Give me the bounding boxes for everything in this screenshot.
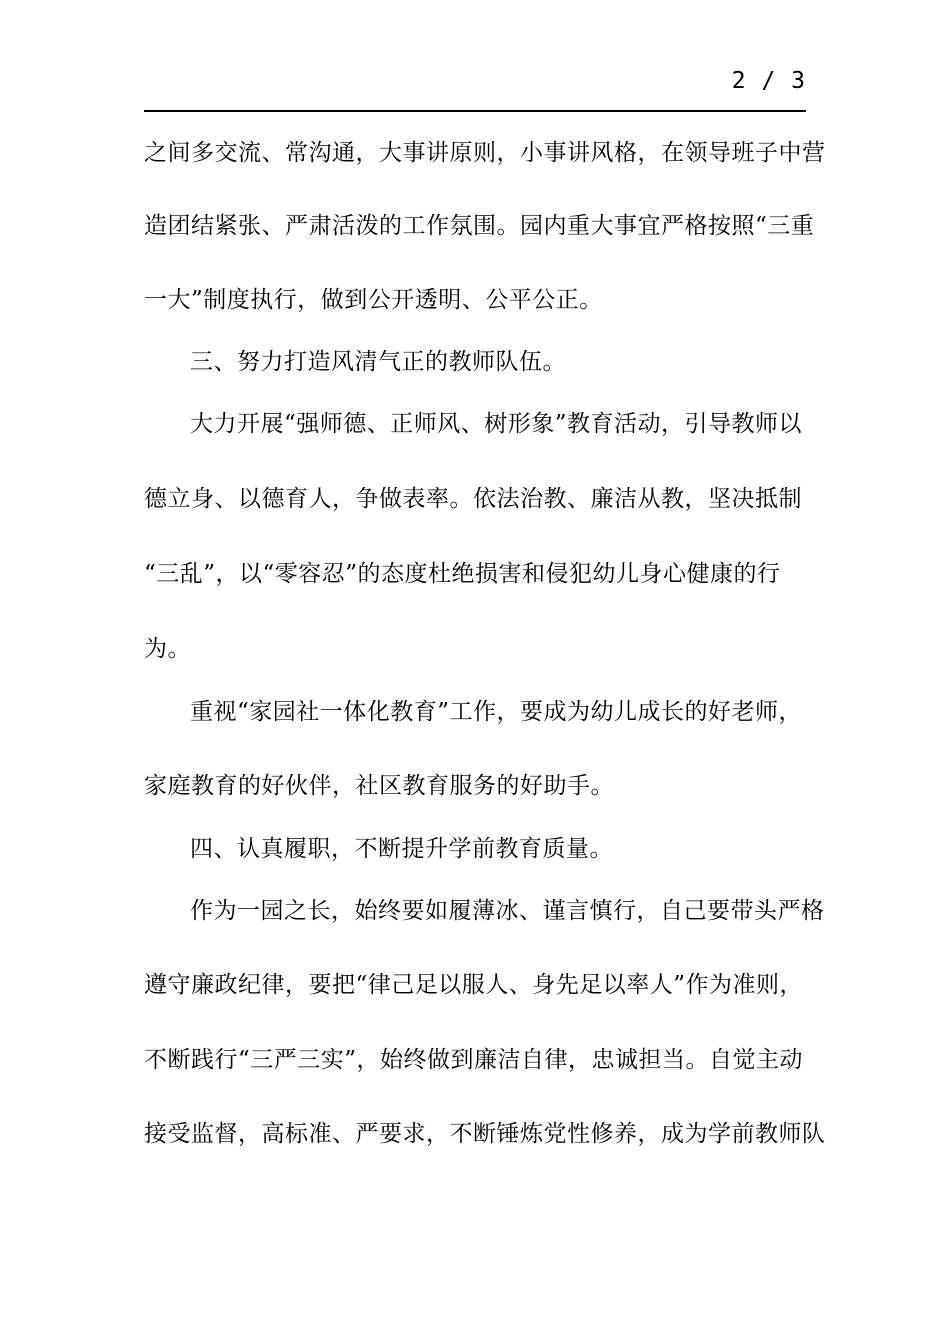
section-heading: 三、努力打造风清气正的教师队伍。 bbox=[190, 349, 566, 375]
text-line: 作为一园之长，始终要如履薄冰、谨言慎行，自己要带头严格 bbox=[190, 898, 825, 924]
text-line: 家庭教育的好伙伴，社区教育服务的好助手。 bbox=[144, 773, 614, 799]
text-line: 遵守廉政纪律，要把“律己足以服人、身先足以率人”作为准则， bbox=[144, 972, 804, 998]
section-heading: 四、认真履职，不断提升学前教育质量。 bbox=[190, 836, 613, 862]
text-line: 一大”制度执行，做到公开透明、公平公正。 bbox=[144, 287, 603, 313]
text-line: 大力开展“强师德、正师风、树形象”教育活动，引导教师以 bbox=[190, 411, 803, 437]
text-line: 德立身、以德育人，争做表率。依法治教、廉洁从教，坚决抵制 bbox=[144, 486, 802, 512]
text-line: 接受监督，高标准、严要求，不断锤炼党性修养，成为学前教师队 bbox=[144, 1121, 826, 1147]
text-line: 重视“家园社一体化教育”工作，要成为幼儿成长的好老师， bbox=[190, 699, 803, 725]
text-line: “三乱”，以“零容忍”的态度杜绝损害和侵犯幼儿身心健康的行 bbox=[144, 561, 781, 587]
text-line: 之间多交流、常沟通，大事讲原则，小事讲风格，在领导班子中营 bbox=[144, 140, 826, 166]
header-rule bbox=[144, 110, 806, 112]
page-number: 2 / 3 bbox=[731, 68, 806, 94]
text-line: 不断践行“三严三实”，始终做到廉洁自律，忠诚担当。自觉主动 bbox=[144, 1047, 804, 1073]
text-line: 造团结紧张、严肃活泼的工作氛围。园内重大事宜严格按照“三重 bbox=[144, 213, 815, 239]
text-line: 为。 bbox=[144, 636, 191, 662]
